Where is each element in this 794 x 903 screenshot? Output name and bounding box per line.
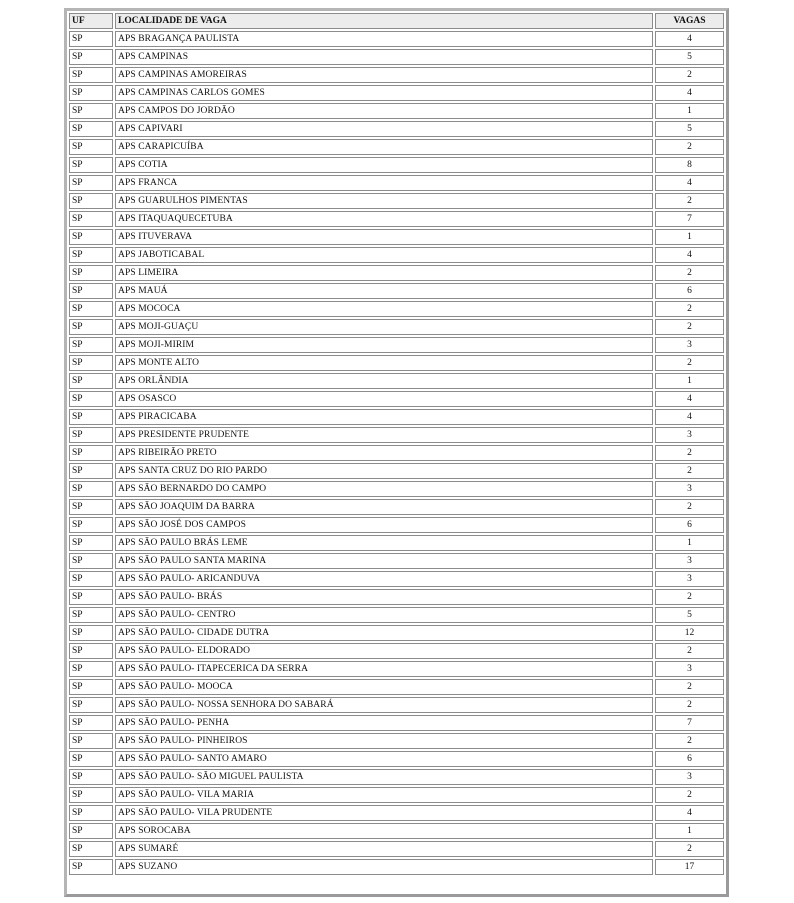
cell-uf: SP	[69, 625, 113, 641]
cell-uf: SP	[69, 175, 113, 191]
table-row	[69, 247, 724, 263]
table-row	[69, 481, 724, 497]
cell-uf: SP	[69, 31, 113, 47]
cell-localidade: APS MONTE ALTO	[115, 355, 653, 371]
cell-localidade: APS JABOTICABAL	[115, 247, 653, 263]
table-row	[69, 733, 724, 749]
cell-localidade: APS SÃO PAULO- ARICANDUVA	[115, 571, 653, 587]
cell-localidade: APS CAMPOS DO JORDÃO	[115, 103, 653, 119]
cell-uf: SP	[69, 463, 113, 479]
cell-vagas: 2	[655, 193, 724, 209]
cell-localidade: APS SÃO PAULO- ELDORADO	[115, 643, 653, 659]
header-localidade: LOCALIDADE DE VAGA	[115, 13, 653, 29]
table-row	[69, 319, 724, 335]
cell-vagas: 1	[655, 823, 724, 839]
vacancy-table	[67, 11, 726, 877]
cell-localidade: APS SÃO PAULO- VILA MARIA	[115, 787, 653, 803]
cell-localidade: APS PIRACICABA	[115, 409, 653, 425]
cell-localidade: APS SÃO PAULO SANTA MARINA	[115, 553, 653, 569]
cell-localidade: APS GUARULHOS PIMENTAS	[115, 193, 653, 209]
cell-localidade: APS SÃO PAULO- BRÁS	[115, 589, 653, 605]
cell-uf: SP	[69, 445, 113, 461]
cell-vagas: 3	[655, 571, 724, 587]
cell-localidade: APS SÃO PAULO- PINHEIROS	[115, 733, 653, 749]
cell-vagas: 2	[655, 445, 724, 461]
cell-uf: SP	[69, 751, 113, 767]
cell-vagas: 2	[655, 679, 724, 695]
cell-vagas: 2	[655, 355, 724, 371]
cell-uf: SP	[69, 49, 113, 65]
table-row	[69, 355, 724, 371]
table-header	[69, 13, 724, 29]
cell-localidade: APS SÃO PAULO- MOOCA	[115, 679, 653, 695]
table-row	[69, 193, 724, 209]
table-row	[69, 67, 724, 83]
cell-localidade: APS ORLÂNDIA	[115, 373, 653, 389]
table-row	[69, 157, 724, 173]
cell-vagas: 2	[655, 697, 724, 713]
header-row	[69, 13, 724, 29]
cell-localidade: APS SUZANO	[115, 859, 653, 875]
cell-vagas: 3	[655, 769, 724, 785]
cell-localidade: APS CAPIVARI	[115, 121, 653, 137]
cell-vagas: 5	[655, 49, 724, 65]
header-uf: UF	[69, 13, 113, 29]
cell-vagas: 2	[655, 463, 724, 479]
cell-localidade: APS OSASCO	[115, 391, 653, 407]
cell-vagas: 6	[655, 751, 724, 767]
table-row	[69, 445, 724, 461]
cell-vagas: 4	[655, 85, 724, 101]
table-row	[69, 499, 724, 515]
table-row	[69, 391, 724, 407]
cell-vagas: 1	[655, 535, 724, 551]
table-row	[69, 463, 724, 479]
table-row	[69, 769, 724, 785]
cell-uf: SP	[69, 355, 113, 371]
table-row	[69, 427, 724, 443]
table-row	[69, 751, 724, 767]
cell-vagas: 2	[655, 499, 724, 515]
cell-vagas: 4	[655, 391, 724, 407]
cell-localidade: APS CAMPINAS CARLOS GOMES	[115, 85, 653, 101]
table-row	[69, 409, 724, 425]
cell-vagas: 3	[655, 427, 724, 443]
cell-vagas: 2	[655, 265, 724, 281]
cell-vagas: 3	[655, 481, 724, 497]
cell-uf: SP	[69, 643, 113, 659]
cell-localidade: APS SÃO PAULO- VILA PRUDENTE	[115, 805, 653, 821]
cell-localidade: APS ITUVERAVA	[115, 229, 653, 245]
cell-vagas: 6	[655, 283, 724, 299]
cell-uf: SP	[69, 409, 113, 425]
cell-localidade: APS SÃO JOAQUIM DA BARRA	[115, 499, 653, 515]
table-row	[69, 571, 724, 587]
cell-uf: SP	[69, 85, 113, 101]
cell-localidade: APS SÃO PAULO- PENHA	[115, 715, 653, 731]
cell-uf: SP	[69, 193, 113, 209]
cell-vagas: 5	[655, 607, 724, 623]
table-row	[69, 535, 724, 551]
cell-uf: SP	[69, 373, 113, 389]
cell-uf: SP	[69, 391, 113, 407]
table-row	[69, 103, 724, 119]
table-row	[69, 643, 724, 659]
cell-vagas: 4	[655, 175, 724, 191]
cell-uf: SP	[69, 769, 113, 785]
cell-localidade: APS SÃO PAULO- CENTRO	[115, 607, 653, 623]
table-row	[69, 49, 724, 65]
table-row	[69, 697, 724, 713]
cell-vagas: 2	[655, 733, 724, 749]
vacancy-table-frame	[64, 8, 729, 897]
table-row	[69, 121, 724, 137]
cell-uf: SP	[69, 859, 113, 875]
cell-localidade: APS MOCOCA	[115, 301, 653, 317]
cell-uf: SP	[69, 247, 113, 263]
cell-localidade: APS CAMPINAS AMOREIRAS	[115, 67, 653, 83]
cell-uf: SP	[69, 607, 113, 623]
cell-uf: SP	[69, 841, 113, 857]
table-row	[69, 85, 724, 101]
cell-uf: SP	[69, 319, 113, 335]
cell-uf: SP	[69, 121, 113, 137]
table-row	[69, 661, 724, 677]
table-body	[69, 31, 724, 875]
cell-uf: SP	[69, 211, 113, 227]
cell-uf: SP	[69, 787, 113, 803]
cell-uf: SP	[69, 517, 113, 533]
cell-vagas: 4	[655, 805, 724, 821]
cell-vagas: 2	[655, 841, 724, 857]
table-row	[69, 175, 724, 191]
cell-uf: SP	[69, 535, 113, 551]
table-row	[69, 211, 724, 227]
cell-uf: SP	[69, 679, 113, 695]
table-row	[69, 625, 724, 641]
cell-localidade: APS SUMARÉ	[115, 841, 653, 857]
table-row	[69, 787, 724, 803]
cell-localidade: APS SÃO PAULO- SÃO MIGUEL PAULISTA	[115, 769, 653, 785]
cell-uf: SP	[69, 301, 113, 317]
cell-uf: SP	[69, 499, 113, 515]
cell-vagas: 2	[655, 643, 724, 659]
table-row	[69, 517, 724, 533]
table-row	[69, 805, 724, 821]
cell-localidade: APS SÃO PAULO- CIDADE DUTRA	[115, 625, 653, 641]
cell-vagas: 2	[655, 67, 724, 83]
cell-vagas: 3	[655, 553, 724, 569]
cell-uf: SP	[69, 229, 113, 245]
cell-uf: SP	[69, 157, 113, 173]
cell-localidade: APS SÃO PAULO BRÁS LEME	[115, 535, 653, 551]
cell-localidade: APS SANTA CRUZ DO RIO PARDO	[115, 463, 653, 479]
cell-localidade: APS LIMEIRA	[115, 265, 653, 281]
cell-vagas: 2	[655, 319, 724, 335]
cell-vagas: 2	[655, 139, 724, 155]
table-row	[69, 283, 724, 299]
cell-uf: SP	[69, 481, 113, 497]
table-row	[69, 607, 724, 623]
table-row	[69, 373, 724, 389]
cell-localidade: APS SÃO BERNARDO DO CAMPO	[115, 481, 653, 497]
cell-vagas: 4	[655, 247, 724, 263]
cell-localidade: APS SÃO PAULO- SANTO AMARO	[115, 751, 653, 767]
cell-localidade: APS RIBEIRÃO PRETO	[115, 445, 653, 461]
cell-vagas: 1	[655, 103, 724, 119]
table-row	[69, 31, 724, 47]
cell-uf: SP	[69, 427, 113, 443]
cell-vagas: 6	[655, 517, 724, 533]
cell-vagas: 3	[655, 661, 724, 677]
cell-localidade: APS CARAPICUÍBA	[115, 139, 653, 155]
table-row	[69, 229, 724, 245]
cell-uf: SP	[69, 103, 113, 119]
cell-vagas: 3	[655, 337, 724, 353]
cell-uf: SP	[69, 805, 113, 821]
table-row	[69, 841, 724, 857]
cell-uf: SP	[69, 337, 113, 353]
cell-uf: SP	[69, 571, 113, 587]
table-row	[69, 823, 724, 839]
table-row	[69, 715, 724, 731]
cell-vagas: 5	[655, 121, 724, 137]
cell-vagas: 2	[655, 787, 724, 803]
cell-uf: SP	[69, 139, 113, 155]
cell-vagas: 7	[655, 211, 724, 227]
table-row	[69, 139, 724, 155]
cell-localidade: APS MAUÁ	[115, 283, 653, 299]
cell-localidade: APS SÃO PAULO- ITAPECERICA DA SERRA	[115, 661, 653, 677]
table-row	[69, 679, 724, 695]
cell-vagas: 2	[655, 589, 724, 605]
header-vagas: VAGAS	[655, 13, 724, 29]
table-row	[69, 265, 724, 281]
cell-uf: SP	[69, 715, 113, 731]
cell-vagas: 4	[655, 31, 724, 47]
cell-localidade: APS MOJI-GUAÇU	[115, 319, 653, 335]
cell-uf: SP	[69, 697, 113, 713]
table-row	[69, 553, 724, 569]
cell-localidade: APS ITAQUAQUECETUBA	[115, 211, 653, 227]
cell-localidade: APS SÃO PAULO- NOSSA SENHORA DO SABARÁ	[115, 697, 653, 713]
cell-vagas: 1	[655, 229, 724, 245]
cell-localidade: APS PRESIDENTE PRUDENTE	[115, 427, 653, 443]
cell-uf: SP	[69, 589, 113, 605]
cell-vagas: 2	[655, 301, 724, 317]
cell-uf: SP	[69, 283, 113, 299]
cell-uf: SP	[69, 265, 113, 281]
cell-localidade: APS CAMPINAS	[115, 49, 653, 65]
cell-vagas: 8	[655, 157, 724, 173]
cell-uf: SP	[69, 553, 113, 569]
table-row	[69, 301, 724, 317]
cell-uf: SP	[69, 67, 113, 83]
table-row	[69, 589, 724, 605]
cell-vagas: 7	[655, 715, 724, 731]
table-row	[69, 859, 724, 875]
cell-localidade: APS COTIA	[115, 157, 653, 173]
cell-localidade: APS SOROCABA	[115, 823, 653, 839]
cell-localidade: APS MOJI-MIRIM	[115, 337, 653, 353]
cell-localidade: APS FRANCA	[115, 175, 653, 191]
cell-vagas: 4	[655, 409, 724, 425]
cell-vagas: 1	[655, 373, 724, 389]
cell-localidade: APS SÃO JOSÉ DOS CAMPOS	[115, 517, 653, 533]
cell-localidade: APS BRAGANÇA PAULISTA	[115, 31, 653, 47]
cell-vagas: 12	[655, 625, 724, 641]
cell-uf: SP	[69, 733, 113, 749]
cell-vagas: 17	[655, 859, 724, 875]
table-row	[69, 337, 724, 353]
cell-uf: SP	[69, 661, 113, 677]
cell-uf: SP	[69, 823, 113, 839]
